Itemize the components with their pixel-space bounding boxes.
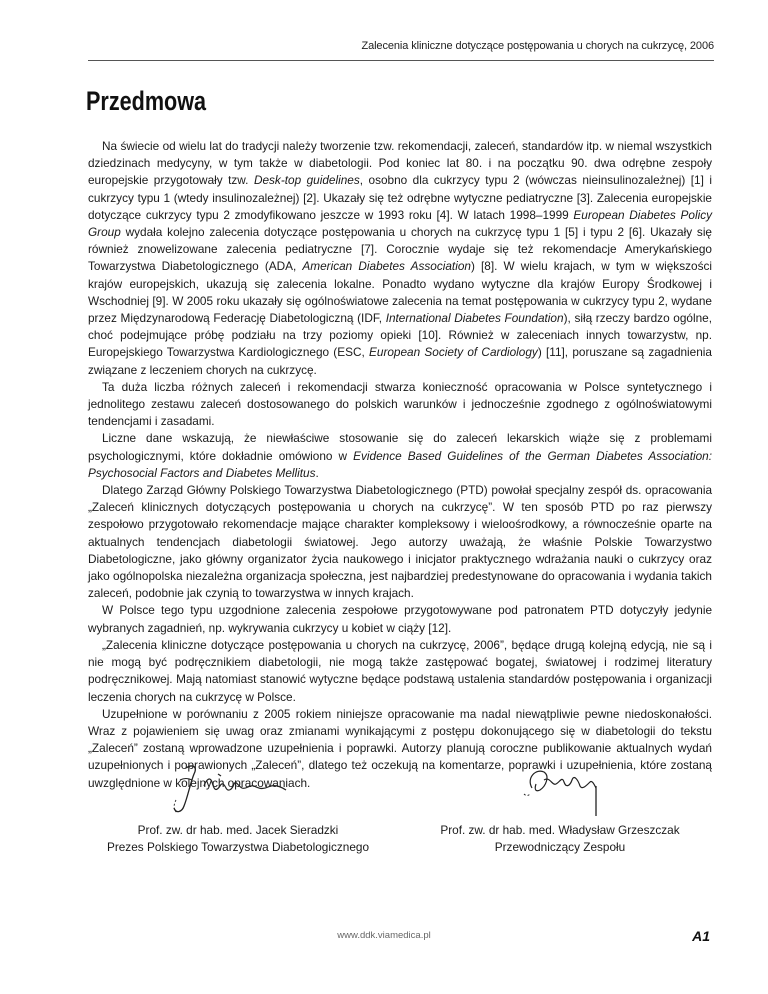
body-paragraph — [88, 430, 712, 482]
text-run: Liczne dane wskazują, że niewłaściwe stosowanie się do zaleceń lekarskich wiąże się z problemami psychologicznymi, które dokładnie omówiono w — [88, 431, 712, 463]
text-run: Uzupełnione w porównaniu z 2005 rokiem niniejsze opracowanie ma nadal niewątpliwie pewne niedoskonałości. Wraz z pojawieniem się uwag oraz zmianami wynikającymi z postępu dokonującego się w diabetologii do tekstu „Zaleceń” zostaną wprowadzone uzupełnienia i poprawki. Autorzy planują coroczne publikowanie aktualnych wydań uzupełnionych i poprawionych „Zaleceń”, dlatego też oczekują na komentarze, poprawki i uzupełnienia, które zostaną uwzględnione w kolejnych opracowaniach. — [88, 706, 712, 790]
body-paragraph — [88, 482, 712, 602]
body-paragraph — [88, 379, 712, 431]
signatory-left-name: Prof. zw. dr hab. med. Jacek Sieradzki — [137, 823, 339, 837]
italic-term: European Diabetes Policy Group — [88, 207, 713, 240]
text-run: , osobno dla cukrzycy typu 2 (wówczas nieinsulinozależnej) [1] i cukrzycy typu 1 (wtedy insulinozależnej) [2]. Ukazały się też odrębne wytyczne pediatryczne [3]. Zalecenia europejskie dotyczące cukrzycy typu 2 zmodyfikowano jeszcze w 1993 roku [4]. W latach 1998–1999 — [88, 173, 712, 222]
signatory-right-name: Prof. zw. dr hab. med. Władysław Grzeszczak — [440, 823, 680, 837]
text-run: ), siłą rzeczy bardzo ogólne, choć podejmujące próbę podziału na trzy poziomy opieki [10]. Również w zaleceniach innych towarzystw, np. Europejskiego Towarzystwa Kardiologicznego (ESC, — [88, 311, 713, 360]
italic-term: European Society of Cardiology — [369, 345, 538, 360]
text-run: W Polsce tego typu uzgodnione zalecenia zespołowe przygotowywane pod patronatem PTD dotyczyły jedynie wybranych zagadnień, np. wykrywania cukrzycy u kobiet w ciąży [12]. — [88, 603, 712, 635]
header-divider — [88, 60, 714, 61]
body-paragraph — [88, 138, 712, 379]
body-paragraph — [88, 637, 712, 706]
signatory-right-role: Przewodniczący Zespołu — [494, 840, 626, 854]
signature-left — [88, 760, 388, 856]
signatures — [88, 760, 712, 860]
footer-url: www.ddk.viamedica.pl — [337, 930, 431, 941]
text-run: wydała kolejno zalecenia dotyczące postępowania u chorych na cukrzycę typu 1 [5] i typu 2 [6]. Ukazały się również znowelizowane zalecenia pediatryczne [7]. Corocznie wydaje się też rekomendacje Amerykańskiego Towarzystwa Diabetologicznego (ADA, — [88, 225, 712, 274]
handwritten-signature-right — [480, 760, 640, 818]
handwritten-signature-left — [158, 760, 318, 818]
italic-term: International Diabetes Foundation — [385, 311, 564, 326]
running-header: Zalecenia kliniczne dotyczące postępowania u chorych na cukrzycę, 2006 — [361, 40, 714, 52]
italic-term: Desk-top guidelines — [253, 173, 360, 188]
text-run: „Zalecenia kliniczne dotyczące postępowania u chorych na cukrzycę, 2006”, będące drugą kolejną edycją, nie są i nie mogą być podręcznikiem diabetologii, nie mogą także zastępować bogatej, światowej i rodzimej literatury podręcznikowej. Mają natomiast stanowić wytyczne będące podstawą ustalenia standardów postępowania i organizacji leczenia chorych na cukrzycę w Polsce. — [88, 637, 712, 704]
body-paragraph — [88, 602, 712, 636]
italic-term: American Diabetes Association — [302, 259, 471, 274]
italic-term: Evidence Based Guidelines of the German Diabetes Association: Psychosocial Factors and Diabetes Mellitus — [88, 448, 712, 480]
signature-right — [408, 760, 712, 856]
signatory-left-role: Prezes Polskiego Towarzystwa Diabetologicznego — [106, 840, 370, 854]
text-run: Ta duża liczba różnych zaleceń i rekomendacji stwarza konieczność opracowania w Polsce syntetycznego i jednolitego zestawu zaleceń dostosowanego do polskich warunków i jednocześnie zgodnego z ogólnoświatowymi tendencjami i zasadami. — [88, 379, 712, 429]
page-number: A1 — [692, 928, 710, 944]
page-title: Przedmowa — [86, 86, 207, 116]
preface-body — [88, 138, 712, 792]
text-run: Na świecie od wielu lat do tradycji należy tworzenie tzw. rekomendacji, zaleceń, standardów itp. w niemal wszystkich dziedzinach medycyny, w tym także w diabetologii. Pod koniec lat 80. i na początku 90. dwa odrębne zespoły europejskie przygotowały tzw. — [88, 139, 712, 188]
text-run: ) [11], poruszane są zagadnienia związane z leczeniem chorych na cukrzycę. — [88, 345, 712, 377]
text-run: ) [8]. W wielu krajach, w tym w większości krajów europejskich, ukazują się zalecenia lokalne. Ponadto wydano wytyczne dla krajów Europy Środkowej i Wschodniej [9]. W 2005 roku ukazały się ogólnoświatowe zalecenia na temat postępowania w cukrzycy typu 2, wydane przez Międzynarodową Federację Diabetologiczną (IDF, — [88, 259, 712, 326]
text-run: Dlatego Zarząd Główny Polskiego Towarzystwa Diabetologicznego (PTD) powołał specjalny zespół ds. opracowania „Zaleceń klinicznych dotyczących postępowania u chorych na cukrzycę”. W ten sposób PTD po raz pierwszy zespołowo przygotowało rekomendacje mające charakter kompleksowy i wieloośrodkowy, a równocześnie oparte na aktualnych tendencjach diabetologii światowej. Jego autorzy uważają, że właśnie Polskie Towarzystwo Diabetologiczne, jako główny organizator życia naukowego i inicjator praktycznego wdrażania nauki o cukrzycy oraz jako ogólnopolska niezależna organizacja społeczna, jest najbardziej predestynowane do opracowania i wydania takich zaleceń, podobnie jak czynią to towarzystwa w innych krajach. — [88, 483, 712, 601]
text-run: . — [315, 465, 319, 480]
